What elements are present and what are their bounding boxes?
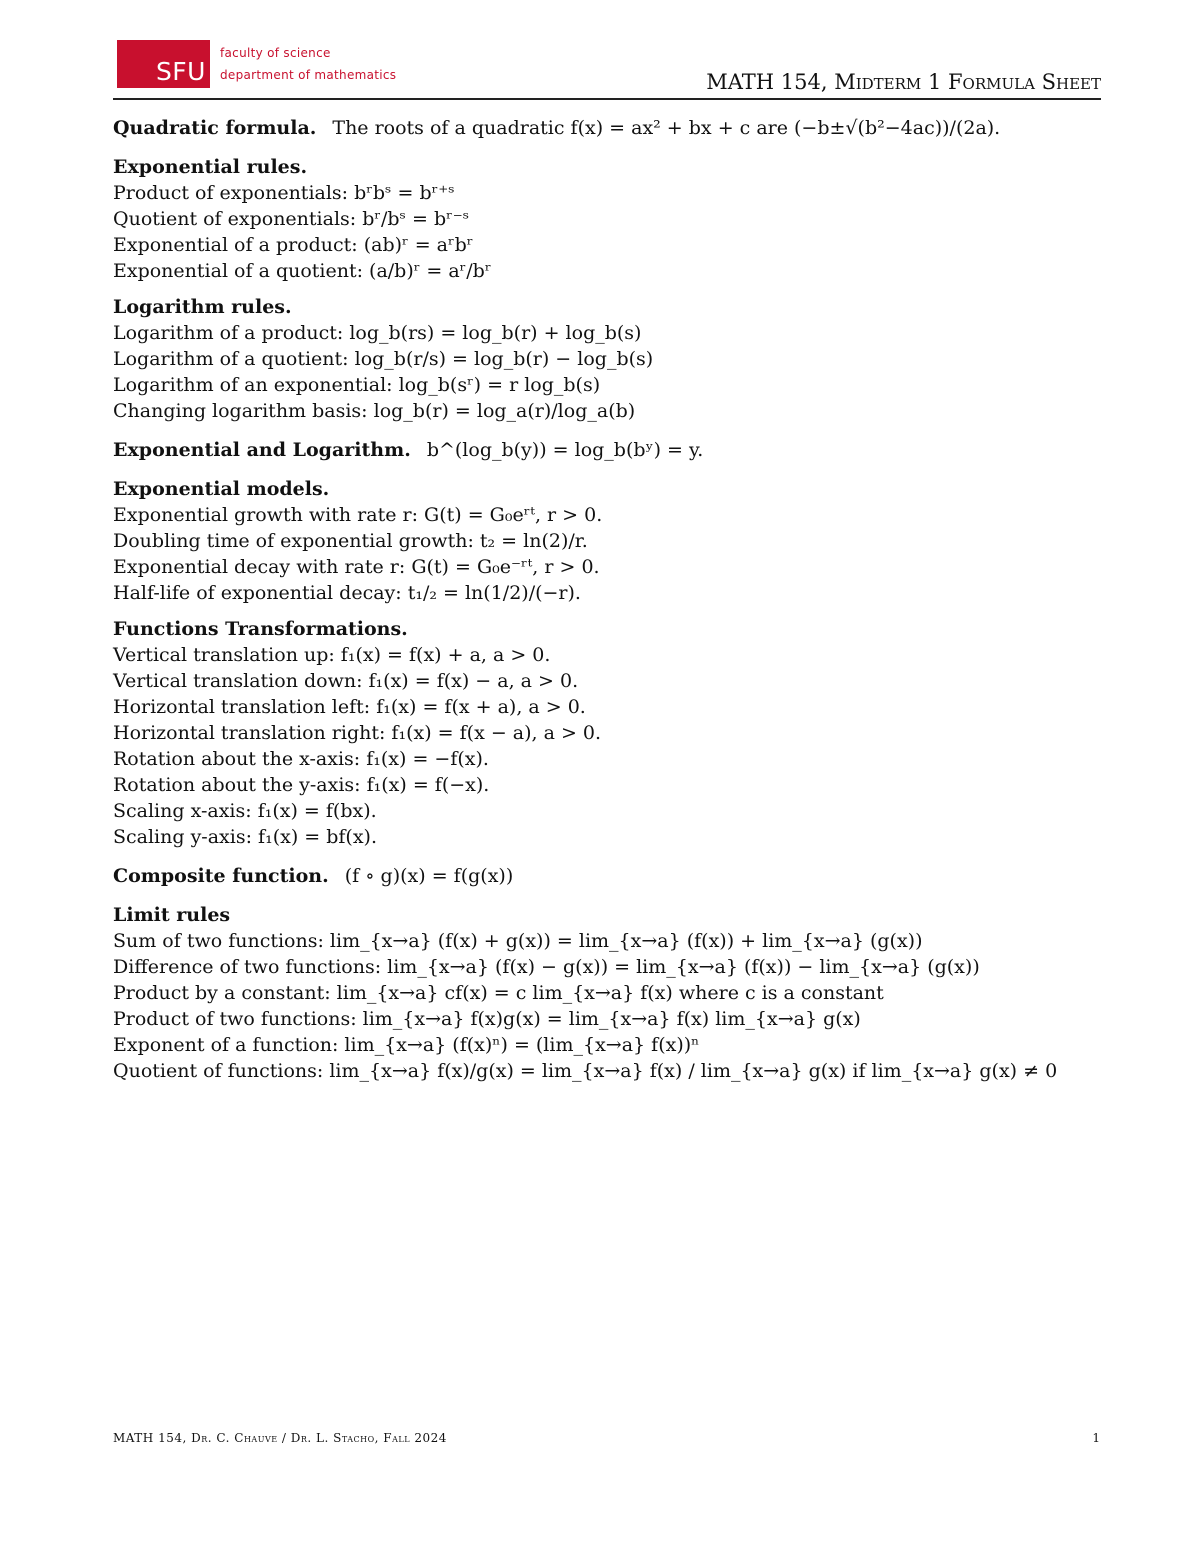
section-quadratic (113, 112, 1113, 144)
section-logarithm-rules (113, 294, 1113, 424)
formula-line: Horizontal translation left: f₁(x) = f(x + a), a > 0. (113, 696, 586, 718)
formula-line: Scaling x-axis: f₁(x) = f(bx). (113, 800, 377, 822)
formula-line: Product of two functions: lim_{x→a} f(x)g(x) = lim_{x→a} f(x) lim_{x→a} g(x) (113, 1008, 861, 1030)
formula-line: Quotient of exponentials: bʳ/bˢ = bʳ⁻ˢ (113, 208, 470, 230)
formula-line: Vertical translation up: f₁(x) = f(x) + a, a > 0. (113, 644, 551, 666)
formula-line: Sum of two functions: lim_{x→a} (f(x) + g(x)) = lim_{x→a} (f(x)) + lim_{x→a} (g(x)) (113, 930, 923, 952)
formula-line: Product by a constant: lim_{x→a} cf(x) = c lim_{x→a} f(x) where c is a constant (113, 982, 884, 1004)
department-label: department of mathematics (220, 68, 397, 82)
faculty-label: faculty of science (220, 46, 331, 60)
formula-line: Product of exponentials: bʳbˢ = bʳ⁺ˢ (113, 182, 455, 204)
section-heading: Logarithm rules. (113, 296, 292, 318)
section-heading: Exponential and Logarithm. (113, 439, 411, 461)
formula-content (113, 112, 1113, 1094)
page-number: 1 (1092, 1431, 1100, 1445)
formula-line: Rotation about the x-axis: f₁(x) = −f(x). (113, 748, 489, 770)
section-exp-log (113, 434, 1113, 466)
formula-line: The roots of a quadratic f(x) = ax² + bx + c are (−b±√(b²−4ac))/(2a). (332, 117, 1001, 139)
formula-line: Logarithm of a product: log_b(rs) = log_b(r) + log_b(s) (113, 322, 642, 344)
formula-line: b^(log_b(y)) = log_b(bʸ) = y. (426, 439, 704, 461)
section-heading: Limit rules (113, 904, 231, 926)
formula-line: (f ∘ g)(x) = f(g(x)) (344, 865, 514, 887)
header-rule (113, 98, 1101, 100)
formula-line: Horizontal translation right: f₁(x) = f(x − a), a > 0. (113, 722, 602, 744)
formula-line: Scaling y-axis: f₁(x) = bf(x). (113, 826, 378, 848)
section-heading: Exponential models. (113, 478, 330, 500)
section-heading: Functions Transformations. (113, 618, 408, 640)
formula-line: Exponential growth with rate r: G(t) = G₀eʳᵗ, r > 0. (113, 504, 603, 526)
section-composite-function (113, 860, 1113, 892)
section-heading: Composite function. (113, 865, 329, 887)
sfu-logo (117, 40, 210, 88)
section-limit-rules (113, 902, 1113, 1084)
formula-line: Half-life of exponential decay: t₁/₂ = ln(1/2)/(−r). (113, 582, 581, 604)
section-heading: Quadratic formula. (113, 117, 317, 139)
formula-line: Quotient of functions: lim_{x→a} f(x)/g(x) = lim_{x→a} f(x) / lim_{x→a} g(x) if lim_{x→a} g(x) ≠ 0 (113, 1060, 1058, 1082)
section-exponential-models (113, 476, 1113, 606)
formula-line: Exponential of a quotient: (a/b)ʳ = aʳ/bʳ (113, 260, 492, 282)
formula-line: Vertical translation down: f₁(x) = f(x) − a, a > 0. (113, 670, 579, 692)
formula-line: Exponent of a function: lim_{x→a} (f(x)ⁿ) = (lim_{x→a} f(x))ⁿ (113, 1034, 700, 1056)
formula-line: Difference of two functions: lim_{x→a} (f(x) − g(x)) = lim_{x→a} (f(x)) − lim_{x→a} (g(x)) (113, 956, 980, 978)
formula-line: Exponential of a product: (ab)ʳ = aʳbʳ (113, 234, 474, 256)
page-title: MATH 154, Midterm 1 Formula Sheet (706, 70, 1101, 94)
footer-text: MATH 154, Dr. C. Chauve / Dr. L. Stacho, Fall 2024 (113, 1431, 447, 1445)
formula-line: Exponential decay with rate r: G(t) = G₀e⁻ʳᵗ, r > 0. (113, 556, 600, 578)
formula-line: Logarithm of a quotient: log_b(r/s) = log_b(r) − log_b(s) (113, 348, 654, 370)
formula-line: Changing logarithm basis: log_b(r) = log_a(r)/log_a(b) (113, 400, 636, 422)
logo-text: SFU (155, 57, 206, 86)
formula-line: Doubling time of exponential growth: t₂ = ln(2)/r. (113, 530, 588, 552)
section-exponential-rules (113, 154, 1113, 284)
section-function-transformations (113, 616, 1113, 850)
formula-line: Logarithm of an exponential: log_b(sʳ) = r log_b(s) (113, 374, 601, 396)
section-heading: Exponential rules. (113, 156, 308, 178)
formula-line: Rotation about the y-axis: f₁(x) = f(−x). (113, 774, 490, 796)
